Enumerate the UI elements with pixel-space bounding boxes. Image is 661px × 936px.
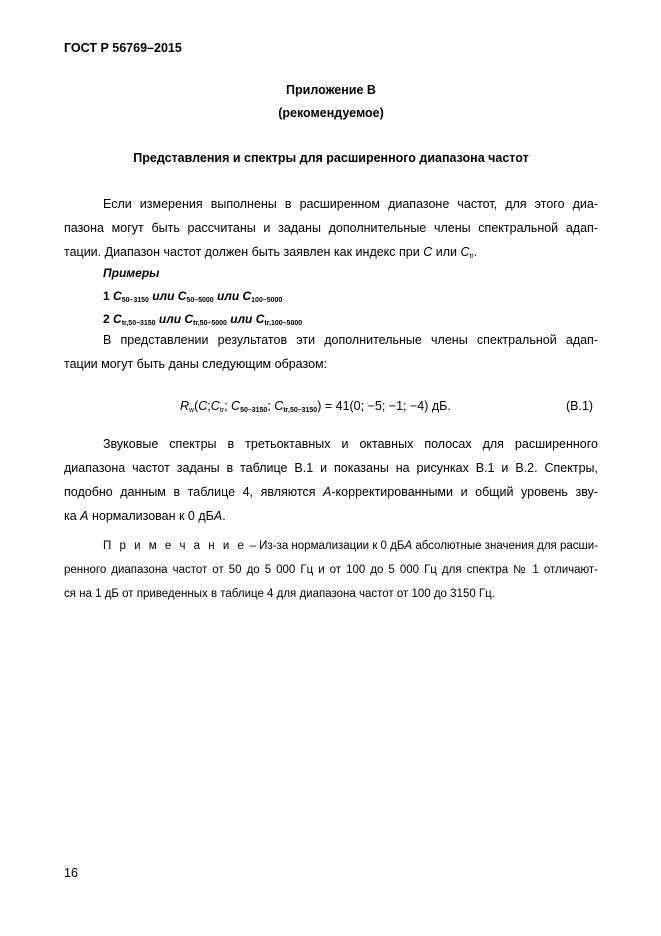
- intro-line-1: Если измерения выполнены в расширенном диапазоне частот, для этого диа-: [103, 197, 598, 211]
- paragraph-spectra: [64, 432, 598, 528]
- appendix-heading: Представления и спектры для расширенного диапазона частот: [133, 151, 529, 165]
- standard-header: ГОСТ Р 56769–2015: [64, 41, 182, 55]
- spectra-line-1: Звуковые спектры в третьоктавных и октавных полосах для расширенного: [103, 437, 598, 451]
- formula-number: (В.1): [566, 399, 594, 413]
- note-line-2: ренного диапазона частот от 50 до 5 000 Гц и от 100 до 5 000 Гц для спектра № 1 отличают-: [64, 564, 598, 576]
- appendix-subtitle: (рекомендуемое): [278, 106, 384, 120]
- presentation-line-2: тации могут быть даны следующим образом:: [64, 357, 328, 371]
- formula-b1: $R_w(C;C_{tr}$; $C_{50-3150}$; $C_{tr,50-3150}) = 41(0$; −5; −1; −4) дБ.: [180, 399, 451, 414]
- spectra-line-2: диапазона частот заданы в таблице В.1 и показаны на рисунках В.1 и В.2. Спектры,: [64, 461, 598, 475]
- examples-label: Примеры: [103, 266, 160, 280]
- spectra-line-3: подобно данным в таблице 4, являются А-корректированными и общий уровень зву-: [64, 485, 598, 499]
- note-line-3: ся на 1 дБ от приведенных в таблице 4 для диапазона частот от 100 до 3150 Гц.: [64, 588, 495, 600]
- note-line-1: П р и м е ч а н и е – Из-за нормализации к 0 дБА абсолютные значения для расши-: [103, 540, 599, 552]
- example-1: 1 $C_{50-3150}$ или $C_{50-5000}$ или $C_{100-5000}$: [103, 289, 283, 304]
- example-2: 2 $C_{tr,50-3150}$ или $C_{tr,50-5000}$ или $C_{tr,100-5000}$: [103, 312, 303, 327]
- intro-line-2: пазона могут быть рассчитаны и заданы дополнительные члены спектральной адап-: [64, 221, 598, 235]
- note-label: П р и м е ч а н и е: [103, 540, 247, 552]
- intro-line-3: тации. Диапазон частот должен быть заявлен как индекс при C или $C_{tr}$.: [64, 245, 478, 260]
- appendix-title: Приложение В: [286, 83, 376, 97]
- page-number: 16: [64, 866, 78, 880]
- note-block: [64, 534, 598, 606]
- paragraph-intro: [64, 192, 598, 269]
- spectra-line-4: ка А нормализован к 0 дБА.: [64, 509, 226, 523]
- presentation-line-1: В представлении результатов эти дополнительные члены спектральной адап-: [103, 333, 598, 347]
- paragraph-presentation: [64, 328, 598, 376]
